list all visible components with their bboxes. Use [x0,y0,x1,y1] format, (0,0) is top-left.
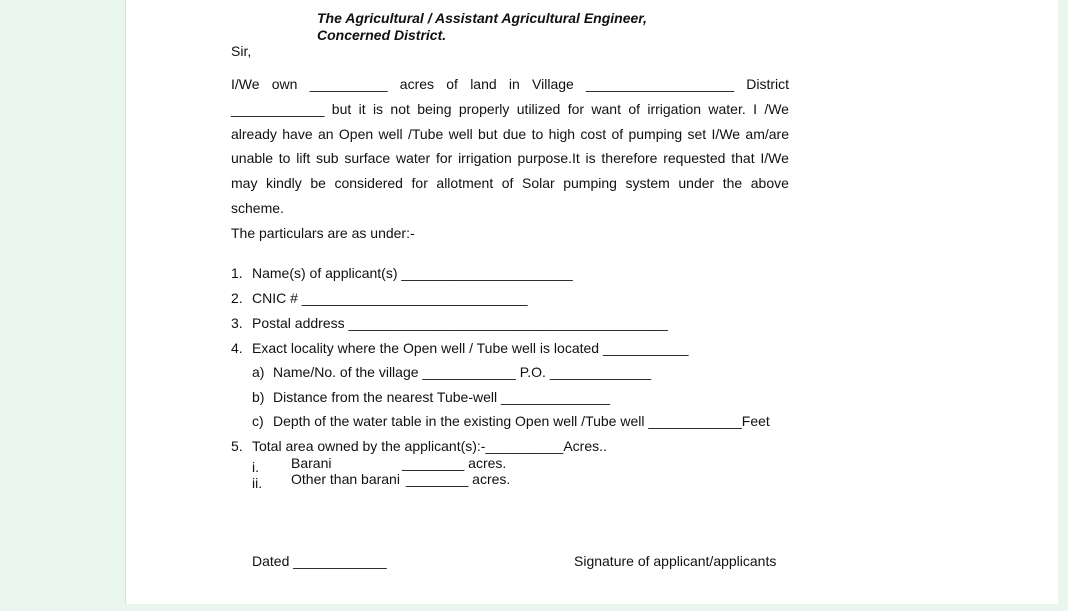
signature-label: Signature of applicant/applicants [574,553,777,569]
body-word: properly [458,100,510,117]
body-word: it [358,100,366,117]
subitem-label: c) [252,413,264,429]
body-word: am/are [745,125,789,142]
body-word: sub [315,150,339,167]
body-word: of [501,175,514,192]
body-word: considered [334,175,403,192]
area-barani-acres: ________ acres. [402,455,507,471]
body-word: but [478,125,498,142]
dated-field: Dated ____________ [252,553,387,569]
body-word: /Tube [407,125,444,142]
body-word: is [372,100,384,117]
body-word: acres [399,76,435,92]
body-word: I/We [760,150,789,167]
body-word: own [271,76,298,92]
subitem-label: a) [252,364,265,380]
item-number: 1. [231,265,243,281]
item-postal-address: Postal address _________________________________________ [252,315,668,331]
body-word: __________ [309,76,388,92]
body-word: Solar [522,175,555,192]
body-word: under [678,175,715,192]
body-word: I [753,100,757,117]
body-word: kindly [266,175,302,192]
body-word: the [722,175,743,192]
body-line [231,101,789,126]
area-label: ii. [252,475,263,491]
body-word: surface [344,150,391,167]
body-word: water [395,150,431,167]
body-word: cost [580,125,607,142]
body-word: for [435,150,453,167]
body-word: system [625,175,670,192]
body-word: have [282,125,313,142]
body-word: ____________ [231,100,325,117]
body-word: an [317,125,334,142]
body-word: be [310,175,326,192]
item-number: 5. [231,438,243,454]
body-word: for [411,175,428,192]
body-line [231,76,789,101]
body-word: being [417,100,452,117]
item-number: 2. [231,290,243,306]
body-word: of [446,76,458,92]
body-word: already [231,125,277,142]
body-word: I/We [231,76,260,92]
body-word: above [750,175,789,192]
body-word: unable [231,150,274,167]
body-line [231,175,789,200]
body-line [231,126,789,151]
body-word: high [548,125,576,142]
body-word: utilized [516,100,561,117]
letter-body [231,76,789,225]
salutation: Sir, [231,43,252,59]
item-exact-locality: Exact locality where the Open well / Tube well is located ___________ [252,340,689,356]
body-line [231,200,789,225]
body-word: purpose.It [517,150,580,167]
body-word: well [448,125,473,142]
body-word: of [628,100,640,117]
body-word: not [390,100,410,117]
area-other-name: Other than barani [291,471,400,487]
subitem-distance: Distance from the nearest Tube-well ______________ [273,389,610,405]
body-word: pumping [628,125,683,142]
body-word: /We [764,100,789,117]
body-word: therefore [601,150,658,167]
item-number: 3. [231,315,243,331]
item-cnic: CNIC # _____________________________ [252,290,528,306]
item-number: 4. [231,340,243,356]
body-word: I/We [711,125,741,142]
area-label: i. [252,459,259,475]
body-word: to [278,150,291,167]
body-word: for [567,100,585,117]
body-line [231,150,789,175]
body-word: want [591,100,621,117]
body-word: lift [296,150,311,167]
body-word: well [378,125,403,142]
body-word: in [508,76,520,92]
body-word: water. [708,100,746,117]
body-word: pumping [563,175,617,192]
body-word: may [231,175,258,192]
addressee-line-2: Concerned District. [317,27,447,43]
body-word: scheme. [231,199,284,216]
addressee-line-1: The Agricultural / Assistant Agricultural Engineer, [317,10,647,26]
area-barani-name: Barani [291,455,332,471]
body-word: that [731,150,755,167]
body-word: Open [338,125,374,142]
body-word: set [687,125,707,142]
area-other-acres: ________ acres. [406,471,511,487]
subitem-village: Name/No. of the village ____________ P.O. _____________ [273,364,652,380]
body-word: irrigation [458,150,512,167]
body-word: is [585,150,596,167]
body-word: irrigation [647,100,702,117]
item-total-area: Total area owned by the applicant(s):-__________Acres.. [252,438,607,454]
body-word: but [331,100,352,117]
body-word: due [502,125,527,142]
body-word: ___________________ [586,76,734,92]
body-word: requested [663,150,726,167]
subitem-label: b) [252,389,265,405]
body-word: of [611,125,624,142]
body-word: to [531,125,544,142]
body-word: Village [532,76,574,92]
item-applicant-name: Name(s) of applicant(s) ______________________ [252,265,573,281]
body-word: District [746,76,789,92]
particulars-intro: The particulars are as under:- [231,225,415,241]
subitem-depth: Depth of the water table in the existing Open well /Tube well ____________Feet [273,413,770,429]
body-word: land [470,76,497,92]
body-word: allotment [436,175,494,192]
document-page [125,0,1058,604]
